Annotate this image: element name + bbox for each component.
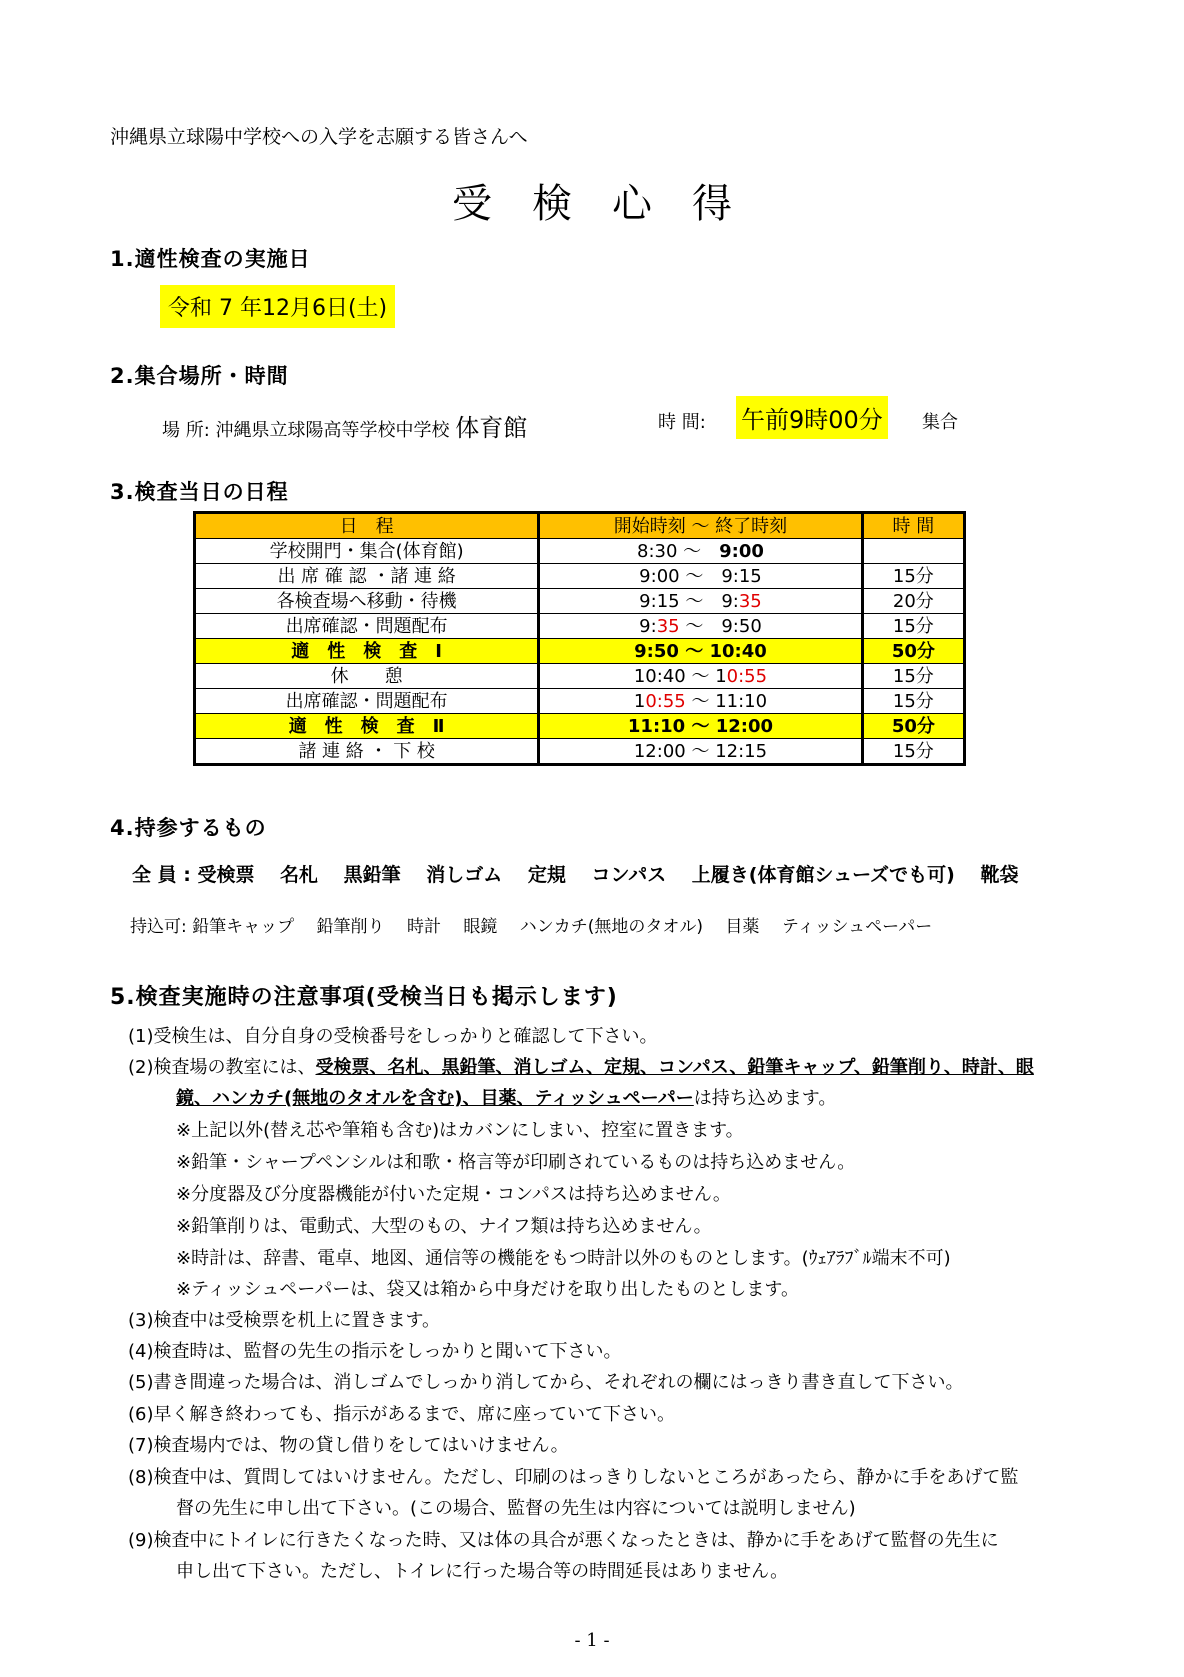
row-time: 9:50 ～ 10:40	[539, 639, 862, 664]
table-row-exam1	[195, 639, 965, 664]
note-2-cont: 鏡、ハンカチ(無地のタオルを含む)、目薬、ティッシュペーパーは持ち込めます。	[176, 1088, 837, 1109]
section5-heading: 5.検査実施時の注意事項(受検当日も掲示します)	[110, 985, 618, 1010]
note-1: (1)受検生は、自分自身の受検番号をしっかりと確認して下さい。	[128, 1026, 658, 1047]
row-name: 適 性 検 査 Ⅰ	[195, 639, 539, 664]
row-name: 出 席 確 認 ・諸 連 絡	[195, 564, 539, 589]
section1-heading: 1.適性検査の実施日	[110, 247, 311, 271]
place-label: 場 所:	[162, 420, 210, 441]
row-name: 適 性 検 査 Ⅱ	[195, 714, 539, 739]
row-duration: 15分	[862, 664, 964, 689]
table-row	[195, 739, 965, 765]
note-2-sub: ※時計は、辞書、電卓、地図、通信等の機能をもつ時計以外のものとします。(ｳｪｱﾗﾌﾞﾙ端末不可)	[176, 1248, 951, 1269]
row-name: 諸 連 絡 ・ 下 校	[195, 739, 539, 765]
row-name: 学校開門・集合(体育館)	[195, 539, 539, 564]
section2-heading: 2.集合場所・時間	[110, 364, 289, 388]
allowed-items: 持込可: 鉛筆キャップ 鉛筆削り 時計 眼鏡 ハンカチ(無地のタオル) 目薬 ティッシュペーパー	[130, 917, 933, 937]
page-title: 受検心得	[452, 181, 772, 227]
note-9: (9)検査中にトイレに行きたくなった時、又は体の具合が悪くなったときは、静かに手をあげて監督の先生に	[128, 1530, 999, 1551]
note-2-sub: ※鉛筆・シャープペンシルは和歌・格言等が印刷されているものは持ち込めません。	[176, 1152, 856, 1173]
time-label: 時 間:	[658, 412, 706, 433]
note-2-sub: ※ティッシュペーパーは、袋又は箱から中身だけを取り出したものとします。	[176, 1279, 799, 1300]
table-row	[195, 564, 965, 589]
row-time: 9:15 ～ 9:35	[539, 589, 862, 614]
place-value: 沖縄県立球陽高等学校中学校	[215, 420, 450, 441]
row-time: 9:00 ～ 9:15	[539, 564, 862, 589]
place-venue: 体育館	[455, 414, 528, 442]
row-duration: 15分	[862, 689, 964, 714]
note-6: (6)早く解き終わっても、指示があるまで、席に座っていて下さい。	[128, 1404, 675, 1425]
table-row-exam2	[195, 714, 965, 739]
row-duration: 15分	[862, 564, 964, 589]
section4-heading: 4.持参するもの	[110, 816, 267, 840]
row-duration: 15分	[862, 614, 964, 639]
table-row	[195, 614, 965, 639]
note-2: (2)検査場の教室には、受検票、名札、黒鉛筆、消しゴム、定規、コンパス、鉛筆キャップ、鉛筆削り、時計、眼	[128, 1057, 1034, 1078]
row-time: 10:55 ～ 11:10	[539, 689, 862, 714]
row-time: 8:30 ～ 9:00	[539, 539, 862, 564]
row-name: 出席確認・問題配布	[195, 689, 539, 714]
row-time: 10:40 ～ 10:55	[539, 664, 862, 689]
note-5: (5)書き間違った場合は、消しゴムでしっかり消してから、それぞれの欄にはっきり書き直して下さい。	[128, 1372, 964, 1393]
page-number: - 1 -	[574, 1630, 610, 1651]
table-row	[195, 664, 965, 689]
intro-line: 沖縄県立球陽中学校への入学を志願する皆さんへ	[110, 126, 528, 148]
row-duration: 50分	[862, 714, 964, 739]
exam-date: 令和 7 年12月6日(土)	[160, 285, 395, 328]
row-time: 11:10 ～ 12:00	[539, 714, 862, 739]
header-schedule: 日 程	[195, 513, 539, 539]
table-row	[195, 539, 965, 564]
row-duration: 50分	[862, 639, 964, 664]
table-header-row	[195, 513, 965, 539]
note-8: (8)検査中は、質問してはいけません。ただし、印刷のはっきりしないところがあったら、静かに手をあげて監	[128, 1467, 1019, 1488]
note-4: (4)検査時は、監督の先生の指示をしっかりと聞いて下さい。	[128, 1341, 622, 1362]
required-items: 全 員 : 受検票 名札 黒鉛筆 消しゴム 定規 コンパス 上履き(体育館シューズでも可) 靴袋	[132, 864, 1019, 886]
row-time: 12:00 ～ 12:15	[539, 739, 862, 765]
schedule-table	[193, 511, 966, 766]
place-line	[162, 408, 527, 443]
section3-heading: 3.検査当日の日程	[110, 480, 289, 504]
note-8-cont: 督の先生に申し出て下さい。(この場合、監督の先生は内容については説明しません)	[176, 1498, 856, 1519]
row-name: 出席確認・問題配布	[195, 614, 539, 639]
header-duration: 時 間	[862, 513, 964, 539]
assembly-time: 午前9時00分	[736, 396, 888, 439]
table-row	[195, 589, 965, 614]
note-2-sub: ※鉛筆削りは、電動式、大型のもの、ナイフ類は持ち込めません。	[176, 1216, 712, 1237]
note-2-sub: ※分度器及び分度器機能が付いた定規・コンパスは持ち込めません。	[176, 1184, 731, 1205]
row-duration: 15分	[862, 739, 964, 765]
row-name: 各検査場へ移動・待機	[195, 589, 539, 614]
note-7: (7)検査場内では、物の貸し借りをしてはいけません。	[128, 1435, 569, 1456]
header-time-range: 開始時刻 ～ 終了時刻	[539, 513, 862, 539]
row-time: 9:35 ～ 9:50	[539, 614, 862, 639]
row-duration	[862, 539, 964, 564]
table-row	[195, 689, 965, 714]
note-9-cont: 申し出て下さい。ただし、トイレに行った場合等の時間延長はありません。	[176, 1561, 789, 1582]
note-3: (3)検査中は受検票を机上に置きます。	[128, 1310, 441, 1331]
row-duration: 20分	[862, 589, 964, 614]
note-2-sub: ※上記以外(替え芯や筆箱も含む)はカバンにしまい、控室に置きます。	[176, 1120, 744, 1141]
row-name: 休 憩	[195, 664, 539, 689]
assembly-suffix: 集合	[922, 412, 958, 433]
